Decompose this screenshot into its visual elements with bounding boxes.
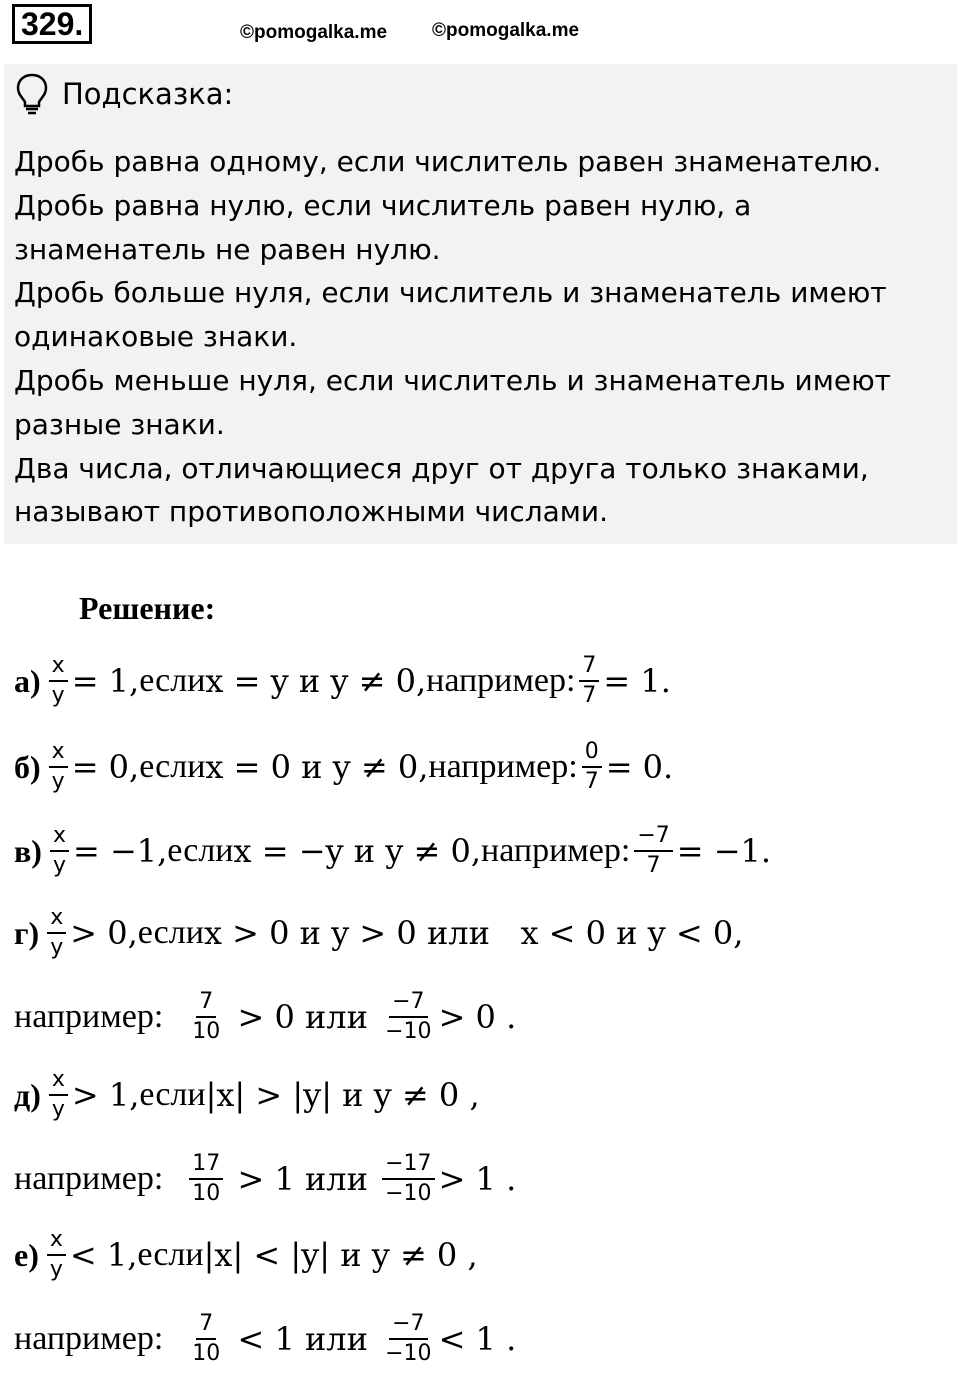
fraction	[50, 822, 69, 880]
example-word: например:	[14, 998, 164, 1035]
condition: x = −y и y ≠ 0,	[233, 832, 482, 870]
fraction	[49, 1066, 68, 1124]
solution-line-a	[14, 652, 671, 710]
relation: = 1,	[71, 662, 140, 700]
example-result: > 0 или	[227, 998, 379, 1036]
problem-number: 329.	[12, 4, 92, 44]
fraction	[189, 1310, 223, 1368]
denominator: 10	[192, 1341, 221, 1366]
example-word: например:	[14, 1320, 164, 1357]
numerator: 7	[196, 1310, 216, 1340]
example-result: > 1 или	[227, 1160, 379, 1198]
item-label: д)	[14, 1076, 41, 1113]
item-label: а)	[14, 662, 41, 699]
denominator: −10	[385, 1341, 432, 1366]
example-result: > 0 .	[438, 998, 517, 1036]
denominator: y	[51, 1097, 65, 1122]
item-label: в)	[14, 832, 42, 869]
numerator: 0	[582, 738, 602, 768]
denominator: y	[51, 683, 65, 708]
fraction	[582, 738, 602, 796]
example-line-e	[14, 1310, 516, 1368]
condition: x > 0 и y > 0 или x < 0 и y < 0,	[203, 914, 744, 952]
condition: |x| > |y| и y ≠ 0 ,	[205, 1076, 480, 1114]
denominator: y	[49, 1257, 63, 1282]
numerator: 7	[579, 652, 599, 682]
item-label: е)	[14, 1236, 39, 1273]
text: если	[137, 914, 204, 951]
fraction	[49, 738, 68, 796]
numerator: x	[47, 1226, 66, 1256]
text: если	[139, 662, 206, 699]
example-word: например:	[428, 748, 578, 785]
fraction	[189, 988, 223, 1046]
example-result: < 1 или	[227, 1320, 379, 1358]
numerator: −7	[389, 1310, 427, 1340]
numerator: x	[49, 652, 68, 682]
text: если	[139, 748, 206, 785]
example-result: = 0.	[605, 748, 674, 786]
numerator: 7	[196, 988, 216, 1018]
numerator: −17	[382, 1150, 434, 1180]
relation: > 1,	[71, 1076, 140, 1114]
relation: < 1,	[69, 1236, 138, 1274]
solution-title: Решение:	[79, 590, 216, 626]
example-result: = −1.	[676, 832, 772, 870]
fraction	[189, 1150, 223, 1208]
example-line-g	[14, 988, 516, 1046]
hint-title: Подсказка:	[62, 77, 234, 111]
numerator: x	[50, 822, 69, 852]
text: если	[167, 832, 234, 869]
solution-line-v	[14, 822, 771, 880]
example-word: например:	[481, 832, 631, 869]
denominator: y	[52, 853, 66, 878]
condition: x = 0 и y ≠ 0,	[205, 748, 429, 786]
fraction	[382, 1150, 434, 1208]
denominator: −10	[385, 1019, 432, 1044]
denominator: −10	[385, 1181, 432, 1206]
example-result: < 1 .	[438, 1320, 517, 1358]
denominator: 7	[584, 769, 599, 794]
example-word: например:	[426, 662, 576, 699]
example-word: например:	[14, 1160, 164, 1197]
fraction	[47, 1226, 66, 1284]
watermark: ©pomogalka.me	[432, 20, 580, 41]
relation: = −1,	[72, 832, 168, 870]
lightbulb-icon	[14, 72, 50, 116]
fraction	[382, 1310, 434, 1368]
example-result: = 1.	[603, 662, 671, 700]
text: если	[137, 1236, 204, 1273]
relation: = 0,	[71, 748, 140, 786]
numerator: −7	[389, 988, 427, 1018]
fraction	[579, 652, 599, 710]
denominator: y	[51, 769, 65, 794]
fraction	[47, 904, 66, 962]
condition: x = y и y ≠ 0,	[205, 662, 427, 700]
denominator: 7	[582, 683, 597, 708]
denominator: y	[50, 935, 64, 960]
numerator: x	[49, 1066, 68, 1096]
relation: > 0,	[70, 914, 138, 952]
denominator: 7	[646, 853, 661, 878]
numerator: x	[49, 738, 68, 768]
item-label: б)	[14, 748, 41, 785]
example-result: > 1 .	[438, 1160, 517, 1198]
fraction	[634, 822, 672, 880]
solution-line-b	[14, 738, 673, 796]
watermark: ©pomogalka.me	[240, 22, 388, 43]
numerator: 17	[189, 1150, 223, 1180]
fraction	[49, 652, 68, 710]
numerator: −7	[634, 822, 672, 852]
text: если	[139, 1076, 206, 1113]
solution-line-d	[14, 1066, 480, 1124]
item-label: г)	[14, 914, 40, 951]
solution-line-e	[14, 1226, 478, 1284]
solution-line-g	[14, 904, 743, 962]
numerator: x	[47, 904, 66, 934]
denominator: 10	[192, 1181, 221, 1206]
denominator: 10	[192, 1019, 221, 1044]
example-line-d	[14, 1150, 516, 1208]
condition: |x| < |y| и y ≠ 0 ,	[203, 1236, 478, 1274]
fraction	[382, 988, 434, 1046]
hint-text: Дробь равна одному, если числитель равен знаменателю. Дробь равна нулю, если числитель равен нулю, а знаменатель не равен нулю. Дробь больше нуля, если числитель и знаменатель имеют одинаковые знаки. Дробь меньше нуля, если числитель и знаменатель имеют разные знаки. Два числа, отличающиеся друг от друга только знаками, называют противоположными числами.	[14, 145, 891, 529]
